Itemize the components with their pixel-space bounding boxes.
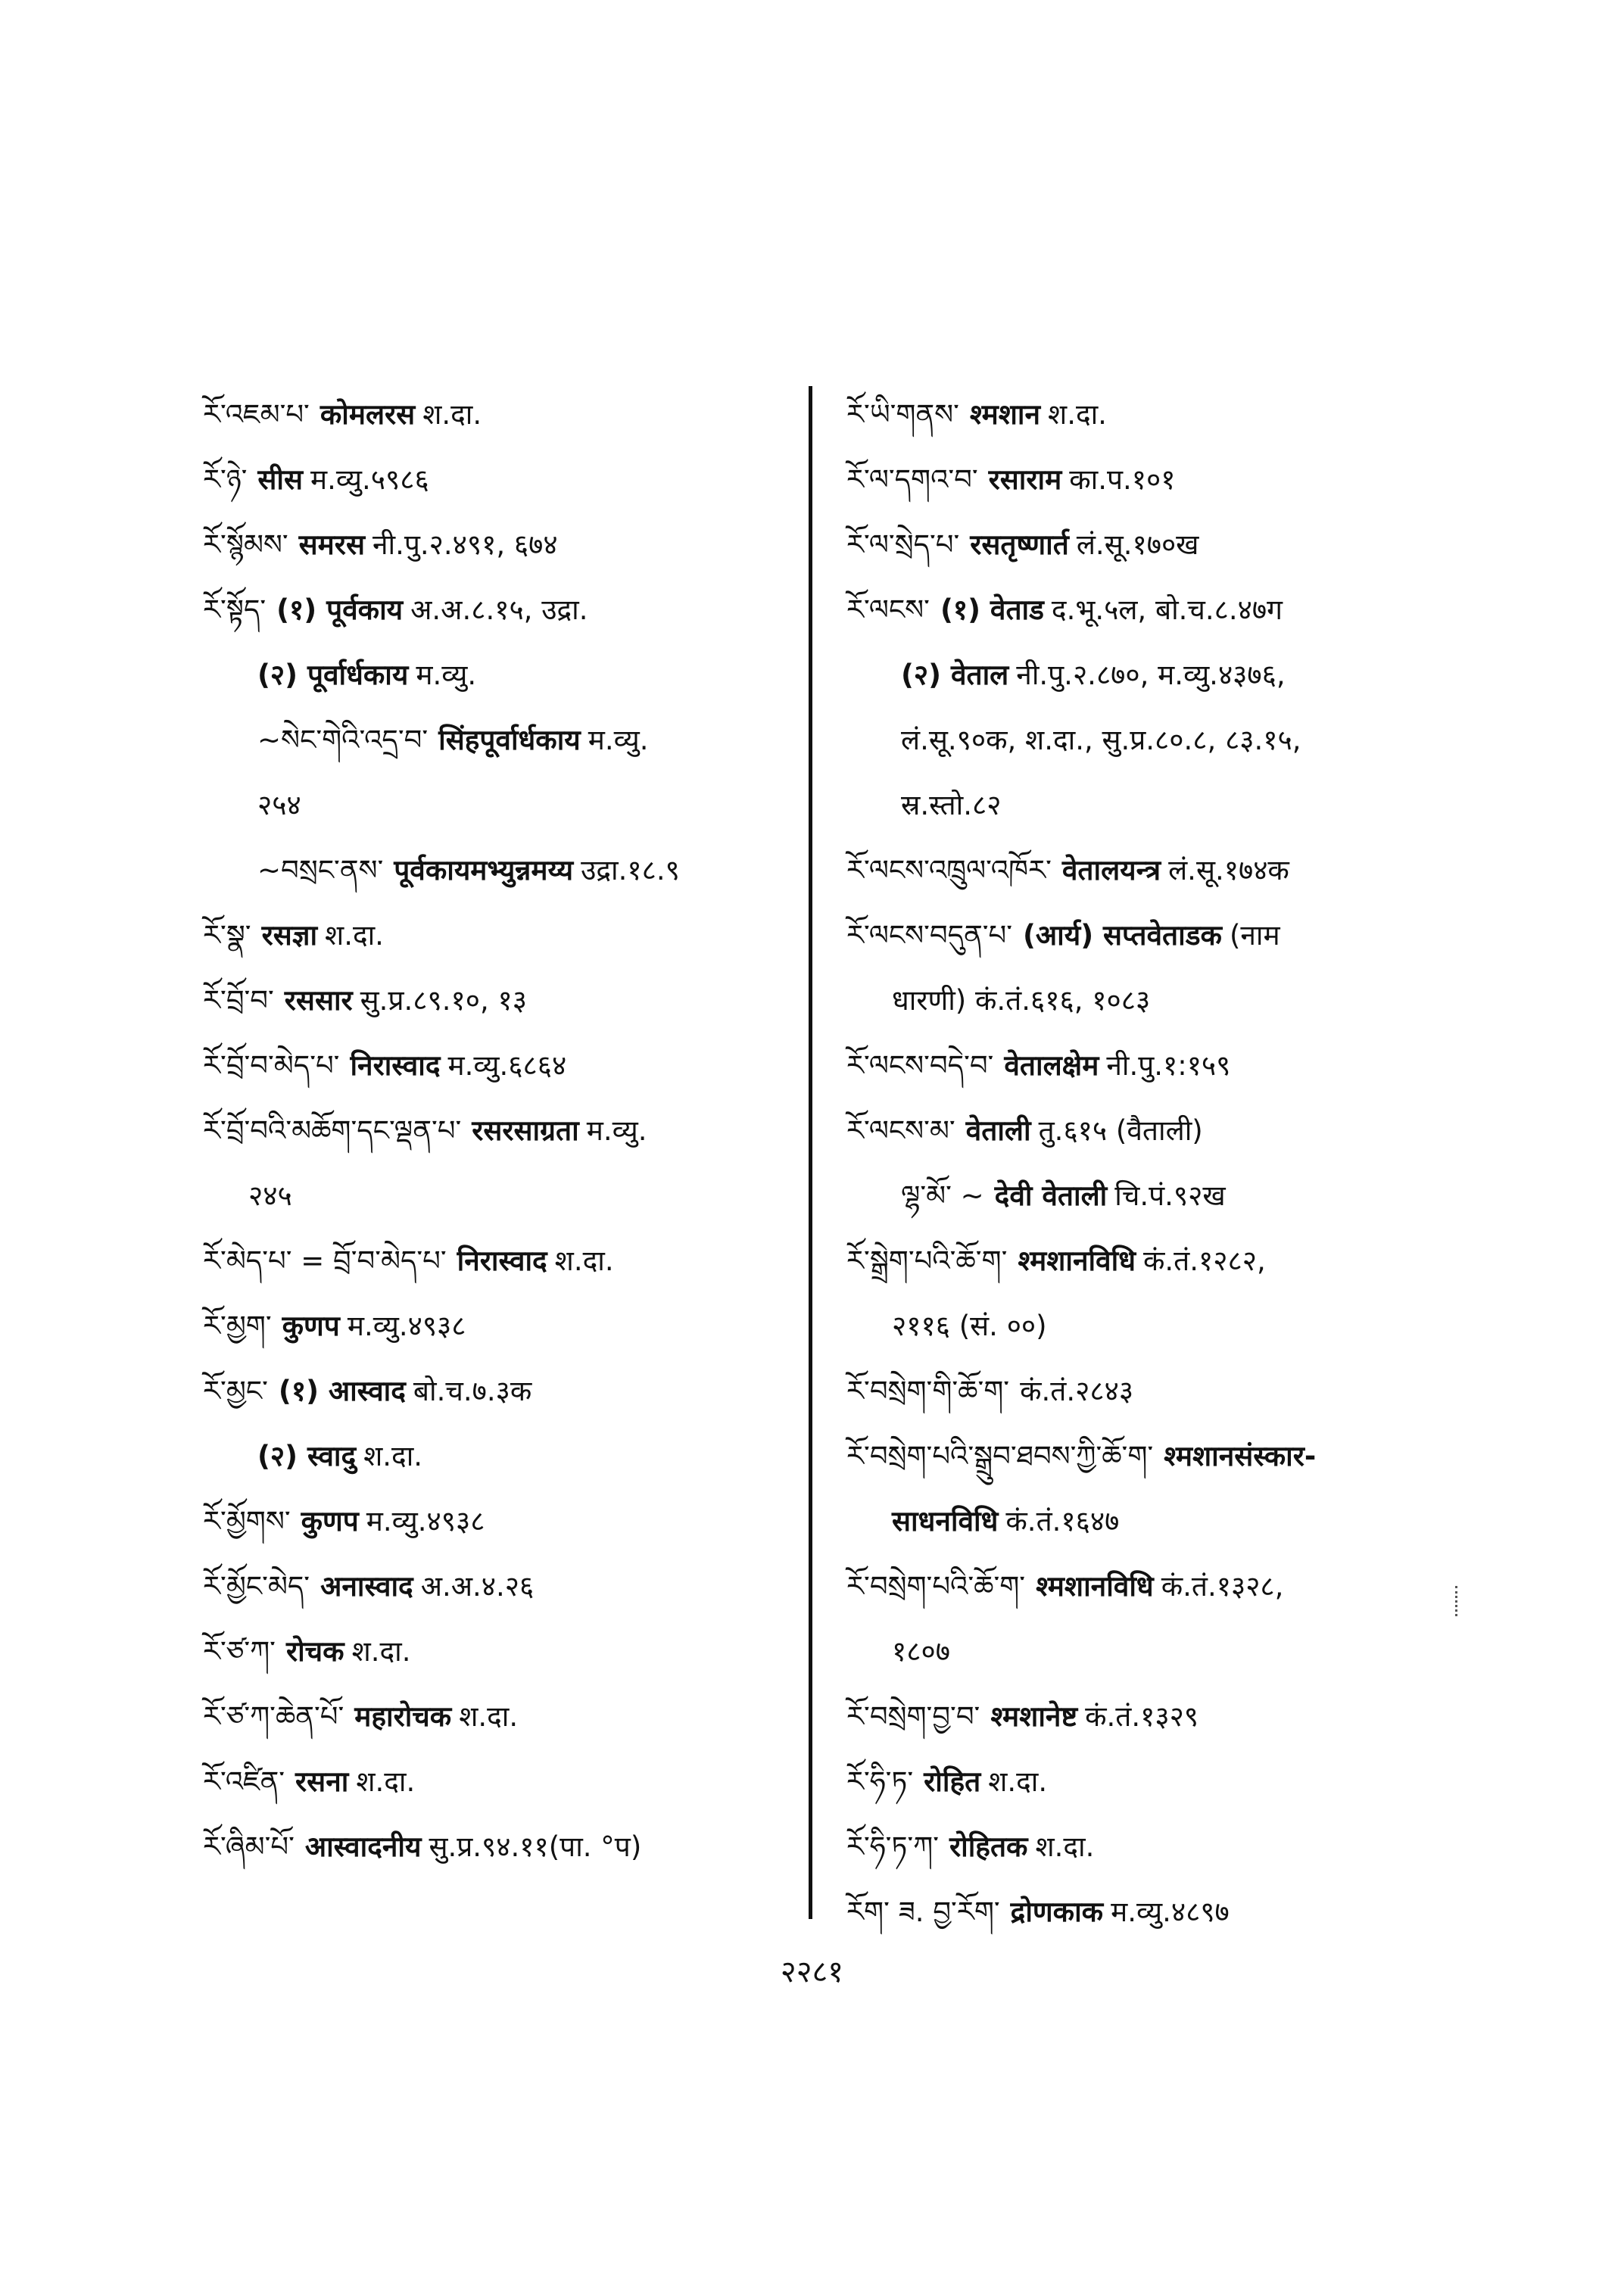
sanskrit-equivalent: श्मशान	[969, 398, 1041, 431]
tibetan-headword: རོ་ཙ་ཀ་	[203, 1635, 276, 1668]
dictionary-entry	[846, 382, 1452, 447]
source-reference: श.दा.	[554, 1245, 614, 1277]
source-reference: श.दा.	[356, 1765, 416, 1798]
sanskrit-equivalent: कुणप	[282, 1310, 340, 1342]
sanskrit-equivalent: महारोचक	[354, 1700, 452, 1733]
sanskrit-equivalent: (१) वेताड	[940, 594, 1044, 626]
dictionary-entry	[846, 1098, 1452, 1164]
source-reference: लं.सू.१७४क	[1168, 854, 1289, 886]
tibetan-headword: རོ་བསྲེག་བྱ་བ་	[846, 1700, 980, 1733]
tibetan-headword: རོ་མྱོང་མེད་	[203, 1570, 310, 1603]
source-reference: कं.तं.२८४३	[1020, 1375, 1134, 1407]
dictionary-entry	[203, 1619, 809, 1684]
source-reference: चि.पं.९२ख	[1114, 1179, 1226, 1212]
dictionary-entry	[846, 773, 1452, 838]
sanskrit-equivalent: (२) स्वादु	[257, 1440, 357, 1472]
page-number: २२८१	[780, 1955, 844, 1989]
source-reference: द.भू.५ल, बो.च.८.४७ग	[1051, 594, 1283, 626]
source-reference: नी.पु.१:१५९	[1106, 1049, 1231, 1082]
dictionary-entry	[846, 1815, 1452, 1880]
tibetan-headword: ~སེང་གེའི་འདྲ་བ་	[257, 724, 429, 756]
source-reference: कं.तं.१३२८,	[1161, 1570, 1284, 1603]
sanskrit-equivalent: वेतालयन्त्र	[1061, 854, 1161, 886]
tibetan-headword: རོ་མྱོགས་	[203, 1505, 291, 1537]
source-reference: कं.तं.१२८२,	[1142, 1245, 1266, 1277]
source-reference: म.व्यु.५९८६	[310, 463, 429, 496]
sanskrit-equivalent: श्मशानविधि	[1018, 1245, 1136, 1277]
source-reference: उद्रा.१८.९	[581, 854, 680, 886]
dictionary-entry	[203, 903, 809, 968]
dictionary-entry	[846, 708, 1452, 773]
dictionary-entry	[203, 1098, 809, 1164]
tibetan-headword: རོ་བསྲེག་པའི་སྒྲུབ་ཐབས་ཀྱི་ཆོ་ག་	[846, 1440, 1154, 1472]
source-reference: तु.६१५ (वैताली)	[1038, 1114, 1203, 1147]
source-reference: म.व्यु.४९३८	[347, 1310, 466, 1342]
source-reference: म.व्यु.४८९७	[1111, 1896, 1230, 1928]
source-reference: नी.पु.२.४९१, ६७४	[372, 528, 558, 561]
sanskrit-equivalent: रसना	[295, 1765, 349, 1798]
source-reference: श.दा.	[459, 1700, 519, 1733]
sanskrit-equivalent: रससार	[284, 984, 353, 1017]
sanskrit-equivalent: रोहित	[924, 1765, 981, 1798]
tibetan-headword: རོ་ལངས་མ་	[846, 1114, 955, 1147]
tibetan-headword: རོ་ཙ་ཀ་ཆེན་པོ་	[203, 1700, 344, 1733]
tibetan-headword: རོ་ལངས་བདེ་བ་	[846, 1049, 994, 1082]
tibetan-headword: རོ་ཧི་ཏ་ཀ་	[846, 1830, 939, 1863]
tibetan-headword: རོ་ཉེ་	[203, 463, 248, 496]
dictionary-entry	[846, 643, 1452, 708]
right-column	[846, 382, 1452, 1945]
source-reference: २४५	[248, 1179, 292, 1212]
sanskrit-equivalent: साधनविधि	[892, 1505, 999, 1537]
sanskrit-equivalent: (२) पूर्वार्धकाय	[257, 659, 409, 691]
dictionary-entry	[203, 1294, 809, 1359]
dictionary-entry	[846, 1749, 1452, 1815]
sanskrit-equivalent: रसतृष्णार्त	[970, 528, 1069, 561]
dictionary-entry	[846, 1554, 1452, 1619]
dictionary-entry	[203, 512, 809, 578]
dictionary-entry	[203, 1815, 809, 1880]
tibetan-headword: རོ་ཡི་གནས་	[846, 398, 959, 431]
dictionary-entry	[203, 1033, 809, 1098]
sanskrit-equivalent: पूर्वकायमभ्युन्नमय्य	[394, 854, 574, 886]
dictionary-entry	[203, 838, 809, 903]
tibetan-headword: རོ་མྱང་	[203, 1375, 268, 1407]
tibetan-headword: རོག་ ཟ. བྱ་རོག་	[846, 1896, 1000, 1928]
sanskrit-equivalent: (१) पूर्वकाय	[276, 594, 404, 626]
sanskrit-equivalent: (२) वेताल	[901, 659, 1009, 691]
source-reference: नी.पु.२.८७०, म.व्यु.४३७६,	[1016, 659, 1286, 691]
dictionary-entry	[846, 1880, 1452, 1945]
dictionary-entry	[203, 1359, 809, 1424]
source-reference: २११६ (सं. ००)	[892, 1310, 1047, 1342]
source-reference: श.दा.	[422, 398, 482, 431]
tibetan-headword: རོ་སྣ་	[203, 919, 251, 952]
dictionary-entry	[846, 447, 1452, 512]
dictionary-entry	[203, 1489, 809, 1554]
source-reference: बो.च.७.३क	[413, 1375, 532, 1407]
source-reference: २५४	[257, 789, 301, 821]
source-reference: श.दा.	[325, 919, 384, 952]
source-reference: १८०७	[892, 1635, 950, 1668]
tibetan-headword: རོ་བྲོ་བ་	[203, 984, 274, 1017]
dictionary-entry	[203, 1554, 809, 1619]
sanskrit-equivalent: (आर्य) सप्तवेताडक	[1023, 919, 1222, 952]
dictionary-entry	[203, 643, 809, 708]
dictionary-entry	[203, 1684, 809, 1749]
dictionary-entry	[846, 1684, 1452, 1749]
dictionary-entry	[203, 578, 809, 643]
tibetan-headword: རོ་ཞིམ་པོ་	[203, 1830, 295, 1863]
source-reference: म.व्यु.	[586, 1114, 647, 1147]
sanskrit-equivalent: श्मशानविधि	[1036, 1570, 1154, 1603]
column-divider	[809, 386, 812, 1919]
source-reference: म.व्यु.	[416, 659, 477, 691]
tibetan-headword: ~བསྲང་ནས་	[257, 854, 384, 886]
sanskrit-equivalent: रोहितक	[949, 1830, 1028, 1863]
source-reference: धारणी) कं.तं.६१६, १०८३	[892, 984, 1151, 1017]
source-reference: श.दा.	[363, 1440, 423, 1472]
dictionary-entry	[846, 1359, 1452, 1424]
dictionary-entry	[846, 838, 1452, 903]
source-reference: सु.प्र.९४.११(पा. °प)	[429, 1830, 642, 1863]
sanskrit-equivalent: निरास्वाद	[350, 1049, 441, 1082]
dictionary-entry	[203, 1229, 809, 1294]
tibetan-headword: རོ་བསྲེག་པའི་ཆོ་ག་	[846, 1570, 1026, 1603]
source-reference: सु.प्र.८९.१०, १३	[360, 984, 527, 1017]
tibetan-headword: རོ་བསྲེག་གི་ཆོ་ག་	[846, 1375, 1010, 1407]
dictionary-entry	[846, 1424, 1452, 1489]
dictionary-entry	[203, 1424, 809, 1489]
sanskrit-equivalent: आस्वादनीय	[304, 1830, 422, 1863]
source-reference: श.दा.	[988, 1765, 1048, 1798]
source-reference: का.प.१०१	[1069, 463, 1176, 496]
sanskrit-equivalent: अनास्वाद	[320, 1570, 413, 1603]
sanskrit-equivalent: निरास्वाद	[457, 1245, 547, 1277]
tibetan-headword: རོ་འཛིན་	[203, 1765, 285, 1798]
dictionary-entry	[203, 968, 809, 1033]
sanskrit-equivalent: (१) आस्वाद	[278, 1375, 406, 1407]
tibetan-headword: རོ་བྲོ་བ་མེད་པ་	[203, 1049, 340, 1082]
source-reference: कं.तं.१३२९	[1085, 1700, 1199, 1733]
dictionary-entry	[846, 1619, 1452, 1684]
sanskrit-equivalent: कुणप	[301, 1505, 359, 1537]
source-reference: स्र.स्तो.८२	[901, 789, 1002, 821]
left-column	[203, 382, 809, 1880]
source-reference: म.व्यु.६८६४	[447, 1049, 567, 1082]
dictionary-entry	[846, 578, 1452, 643]
sanskrit-equivalent: देवी वेताली	[994, 1179, 1108, 1212]
sanskrit-equivalent: श्मशानेष्ट	[990, 1700, 1078, 1733]
sanskrit-equivalent: सीस	[257, 463, 303, 496]
source-reference: अ.अ.८.१५, उद्रा.	[410, 594, 588, 626]
sanskrit-equivalent: द्रोणकाक	[1010, 1896, 1104, 1928]
source-reference: श.दा.	[1048, 398, 1107, 431]
sanskrit-equivalent: सिंहपूर्वार्धकाय	[438, 724, 581, 756]
sanskrit-equivalent: रोचक	[285, 1635, 344, 1668]
tibetan-headword: རོ་མྱག་	[203, 1310, 272, 1342]
dictionary-entry	[846, 1229, 1452, 1294]
dictionary-entry	[846, 1164, 1452, 1229]
margin-mark	[1455, 1586, 1460, 1616]
tibetan-headword: རོ་སྒྲེག་པའི་ཆོ་ག་	[846, 1245, 1008, 1277]
sanskrit-equivalent: श्मशानसंस्कार-	[1164, 1440, 1317, 1472]
dictionary-entry	[846, 1294, 1452, 1359]
source-reference: कं.तं.१६४७	[1005, 1505, 1120, 1537]
tibetan-headword: རོ་སྟོད་	[203, 594, 267, 626]
tibetan-headword: རོ་ལངས་	[846, 594, 930, 626]
dictionary-entry	[203, 1164, 809, 1229]
tibetan-headword: རོ་ལ་སྲེད་པ་	[846, 528, 960, 561]
sanskrit-equivalent: रसरसाग्रता	[472, 1114, 579, 1147]
sanskrit-equivalent: कोमलरस	[320, 398, 416, 431]
tibetan-headword: རོ་ཧི་ཏ་	[846, 1765, 914, 1798]
dictionary-entry	[203, 708, 809, 773]
sanskrit-equivalent: वेतालक्षेम	[1004, 1049, 1099, 1082]
dictionary-entry	[846, 1489, 1452, 1554]
tibetan-headword: རོ་ལངས་བདུན་པ་	[846, 919, 1013, 952]
dictionary-entry	[846, 968, 1452, 1033]
tibetan-headword: རོ་ལངས་འཁྲུལ་འཁོར་	[846, 854, 1052, 886]
dictionary-entry	[203, 1749, 809, 1815]
source-reference: (नाम	[1229, 919, 1280, 952]
source-reference: श.दा.	[1035, 1830, 1095, 1863]
sanskrit-equivalent: रसज्ञा	[261, 919, 318, 952]
source-reference: श.दा.	[351, 1635, 411, 1668]
sanskrit-equivalent: समरस	[298, 528, 365, 561]
dictionary-entry	[203, 382, 809, 447]
tibetan-headword: ལྷ་མོ་ ~	[901, 1179, 984, 1212]
source-reference: म.व्यु.४९३८	[366, 1505, 485, 1537]
tibetan-headword: རོ་ལ་དགའ་བ་	[846, 463, 978, 496]
tibetan-headword: རོ་སྙོམས་	[203, 528, 288, 561]
tibetan-headword: རོ་བྲོ་བའི་མཆོག་དང་ལྡན་པ་	[203, 1114, 462, 1147]
sanskrit-equivalent: वेताली	[965, 1114, 1031, 1147]
source-reference: लं.सू.१७०ख	[1076, 528, 1199, 561]
sanskrit-equivalent: रसाराम	[988, 463, 1062, 496]
tibetan-headword: རོ་འཇམ་པ་	[203, 398, 310, 431]
tibetan-headword: རོ་མེད་པ་ = བྲོ་བ་མེད་པ་	[203, 1245, 447, 1277]
dictionary-entry	[846, 512, 1452, 578]
source-reference: म.व्यु.	[588, 724, 649, 756]
source-reference: अ.अ.४.२६	[420, 1570, 535, 1603]
dictionary-entry	[203, 447, 809, 512]
dictionary-entry	[846, 903, 1452, 968]
dictionary-entry	[846, 1033, 1452, 1098]
source-reference: लं.सू.९०क, श.दा., सु.प्र.८०.८, ८३.१५,	[901, 724, 1301, 756]
dictionary-entry	[203, 773, 809, 838]
